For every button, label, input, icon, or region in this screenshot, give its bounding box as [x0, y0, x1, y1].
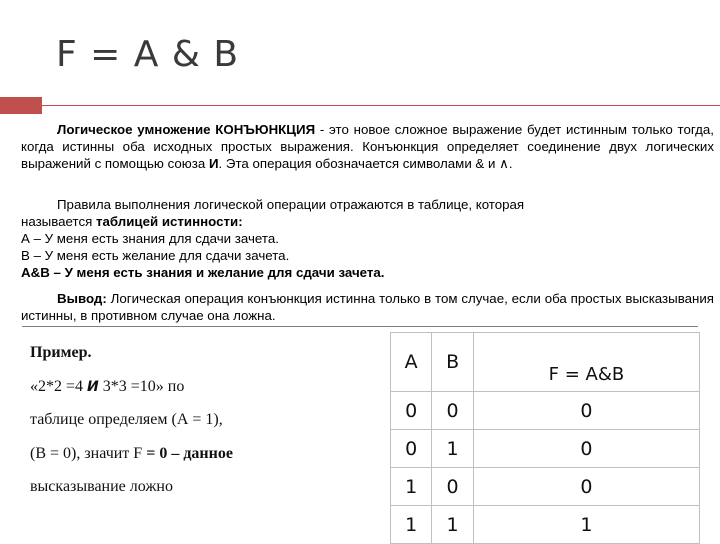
example-line-2: таблице определяем (А = 1),	[30, 411, 223, 428]
example-block	[30, 344, 320, 512]
cell-f: 1	[473, 506, 699, 544]
accent-line	[42, 105, 720, 106]
conclusion-paragraph	[21, 290, 714, 324]
accent-block	[0, 97, 42, 114]
example-heading: Пример.	[30, 344, 92, 361]
table-row	[391, 468, 700, 506]
header-b: B	[432, 333, 473, 392]
slide-title: F = A & B	[56, 34, 240, 75]
cell-a: 1	[391, 506, 432, 544]
example-line-4: высказывание ложно	[30, 478, 173, 495]
cell-f: 0	[473, 468, 699, 506]
rules-line-1: Правила выполнения логической операции отражаются в таблице, которая	[57, 197, 525, 212]
section-divider	[22, 326, 698, 327]
cell-a: 1	[391, 468, 432, 506]
cell-f: 0	[473, 430, 699, 468]
definition-and: И	[208, 156, 219, 171]
cell-b: 0	[432, 392, 473, 430]
statement-ab: А&В – У меня есть знания и желание для сдачи зачета.	[21, 265, 385, 280]
statement-a: А – У меня есть знания для сдачи зачета.	[21, 231, 279, 246]
cell-b: 1	[432, 506, 473, 544]
example-line-1: «2*2 =4 И 3*3 =10» по	[30, 377, 185, 395]
cell-a: 0	[391, 430, 432, 468]
table-row	[391, 430, 700, 468]
example-line-3: (В = 0), значит F = 0 – данное	[30, 444, 233, 462]
definition-text: - это новое сложное выражение будет истинным только тогда, когда истинны оба исходных простых выражения. Конъюнкция определяет соединение двух логических выражений с помощью союза	[21, 122, 714, 171]
rules-line-2: называется таблицей истинности:	[21, 214, 243, 229]
table-row	[391, 392, 700, 430]
truth-table-header	[391, 333, 700, 392]
cell-b: 0	[432, 468, 473, 506]
rules-paragraph	[21, 196, 714, 281]
truth-table	[390, 332, 700, 544]
conclusion-lead: Вывод:	[57, 291, 107, 306]
cell-a: 0	[391, 392, 432, 430]
conclusion-text: Логическая операция конъюнкция истинна только в том случае, если оба простых высказывания истинны, в противном случае она ложна.	[21, 291, 714, 323]
cell-b: 1	[432, 430, 473, 468]
header-a: A	[391, 333, 432, 392]
cell-f: 0	[473, 392, 699, 430]
definition-paragraph	[21, 121, 714, 172]
definition-text-2: . Эта операция обозначается символами & и ∧.	[218, 156, 513, 171]
definition-lead: Логическое умножение КОНЪЮНКЦИЯ	[57, 122, 316, 137]
table-row	[391, 506, 700, 544]
header-f: F = A&B	[473, 333, 699, 392]
statement-b: В – У меня есть желание для сдачи зачета.	[21, 248, 290, 263]
